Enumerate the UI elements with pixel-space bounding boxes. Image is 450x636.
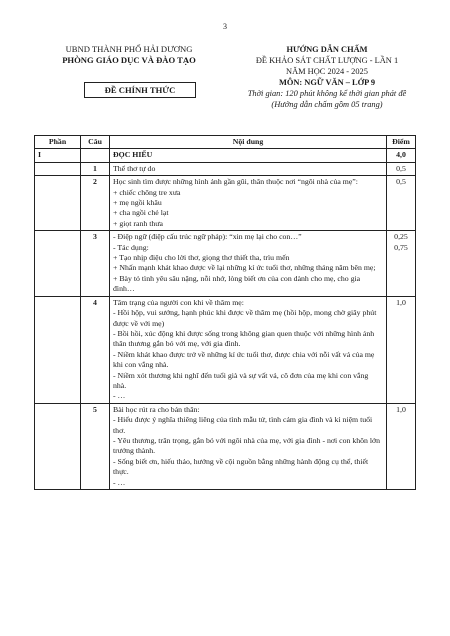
question-number: 4 <box>81 296 110 403</box>
time-note: Thời gian: 120 phút không kể thời gian phát đề <box>247 89 407 98</box>
subject: MÔN: NGỮ VĂN – LỚP 9 <box>278 78 376 87</box>
points-cell <box>387 176 416 231</box>
question-number: 5 <box>81 403 110 489</box>
answer-line: Tâm trạng của người con khi về thăm mẹ: <box>113 297 244 307</box>
points-value: 0,5 <box>396 177 406 187</box>
answer-content <box>110 231 387 296</box>
page-number: 3 <box>223 22 227 31</box>
question-number: 3 <box>81 231 110 296</box>
pages-note: (Hướng dẫn chấm gồm 05 trang) <box>271 100 383 109</box>
points-cell <box>387 296 416 403</box>
table-row <box>35 176 416 231</box>
section-part: I <box>35 149 81 162</box>
grading-table <box>34 135 416 490</box>
header-question: Câu <box>81 136 110 149</box>
answer-line: + chiếc chõng tre xưa <box>113 187 181 197</box>
header-part: Phần <box>35 136 81 149</box>
points-value: 1,0 <box>396 297 406 307</box>
header-content: Nội dung <box>110 136 387 149</box>
answer-line: - Tác dụng: <box>113 242 149 252</box>
official-label: ĐỀ CHÍNH THỨC <box>84 82 196 98</box>
answer-content <box>110 403 387 489</box>
answer-line: - Điệp ngữ (điệp cấu trúc ngữ pháp): “xin mẹ lại cho con…” <box>113 232 302 242</box>
answer-content <box>110 296 387 403</box>
section-points: 4,0 <box>387 149 416 162</box>
points-cell <box>387 162 416 175</box>
exam-name: ĐỀ KHẢO SÁT CHẤT LƯỢNG - LẦN 1 <box>255 56 399 65</box>
points-cell <box>387 231 416 296</box>
answer-line: + Bày tỏ tình yêu sâu nặng, nỗi nhớ, lòng biết ơn của con dành cho mẹ, cho gia đình… <box>113 273 361 294</box>
issuer-block <box>34 44 224 66</box>
answer-line: + mẹ ngồi khâu <box>113 198 162 208</box>
answer-line: - Niềm xót thương khi nghĩ đến tuổi già và sự vất vả, cô đơn của mẹ khi con vắng nhà. <box>113 370 369 390</box>
answer-line: - Hiểu được ý nghĩa thiêng liêng của tình mẫu tử, tình cảm gia đình và kỉ niệm tuổi thơ. <box>113 415 373 435</box>
answer-line: - Sống biết ơn, hiếu thảo, hướng về cội nguồn bằng những hành động cụ thể, thiết thực. <box>113 456 369 477</box>
section-title: ĐỌC HIỂU <box>110 149 387 162</box>
points-cell <box>387 403 416 489</box>
table-row <box>35 403 416 489</box>
answer-content <box>110 162 387 175</box>
answer-line: - Niềm khát khao được trở về những kí ức tuổi thơ, được chia với nỗi vất vả của mẹ khi con vắng nhà. <box>113 349 375 370</box>
answer-line: + giọt ranh thưa <box>113 218 163 228</box>
table-row <box>35 231 416 296</box>
school-year: NĂM HỌC 2024 - 2025 <box>286 67 368 76</box>
answer-line: + Nhấn mạnh khát khao được về lại những kí ức tuổi thơ, những tháng năm bên mẹ; <box>113 263 376 273</box>
answer-line: Thể thơ tự do <box>113 163 156 173</box>
points-value: 0,25 <box>394 232 408 242</box>
answer-line: + cha ngồi chẻ lạt <box>113 208 169 218</box>
answer-line: - … <box>113 477 126 487</box>
table-row <box>35 162 416 175</box>
doc-title: HƯỚNG DẪN CHẤM <box>286 45 368 54</box>
points-value: 1,0 <box>396 404 406 414</box>
question-number: 1 <box>81 162 110 175</box>
section-row <box>35 149 416 162</box>
points-value: 0,75 <box>394 242 408 252</box>
header-points: Điểm <box>387 136 416 149</box>
answer-line: - Bồi hồi, xúc động khi được sống trong không gian quen thuộc với những hình ảnh thân thương gắn bó với mẹ, với gia đình. <box>113 328 375 349</box>
answer-content <box>110 176 387 231</box>
table-header-row <box>35 136 416 149</box>
answer-line: + Tạo nhịp điệu cho lời thơ, giọng thơ thiết tha, trìu mến <box>113 253 290 263</box>
answer-line: - Yêu thương, trân trọng, gắn bó với ngôi nhà của mẹ, với gia đình - nơi con khôn lớn trưởng thành. <box>113 435 381 456</box>
title-block <box>212 44 442 110</box>
issuer-department: PHÒNG GIÁO DỤC VÀ ĐÀO TẠO <box>62 55 196 65</box>
answer-line: - … <box>113 391 126 401</box>
table-row <box>35 296 416 403</box>
question-number: 2 <box>81 176 110 231</box>
answer-line: Học sinh tìm được những hình ảnh gần gũi, thân thuộc nơi “ngôi nhà của mẹ”: <box>113 177 358 187</box>
points-value: 0,5 <box>396 163 406 173</box>
issuer-city: UBND THÀNH PHỐ HẢI DƯƠNG <box>65 44 193 54</box>
answer-line: Bài học rút ra cho bản thân: <box>113 404 200 414</box>
answer-line: - Hồi hộp, vui sướng, hạnh phúc khi được về thăm mẹ (hồi hộp, mong chờ giây phút được về với mẹ) <box>113 308 377 328</box>
